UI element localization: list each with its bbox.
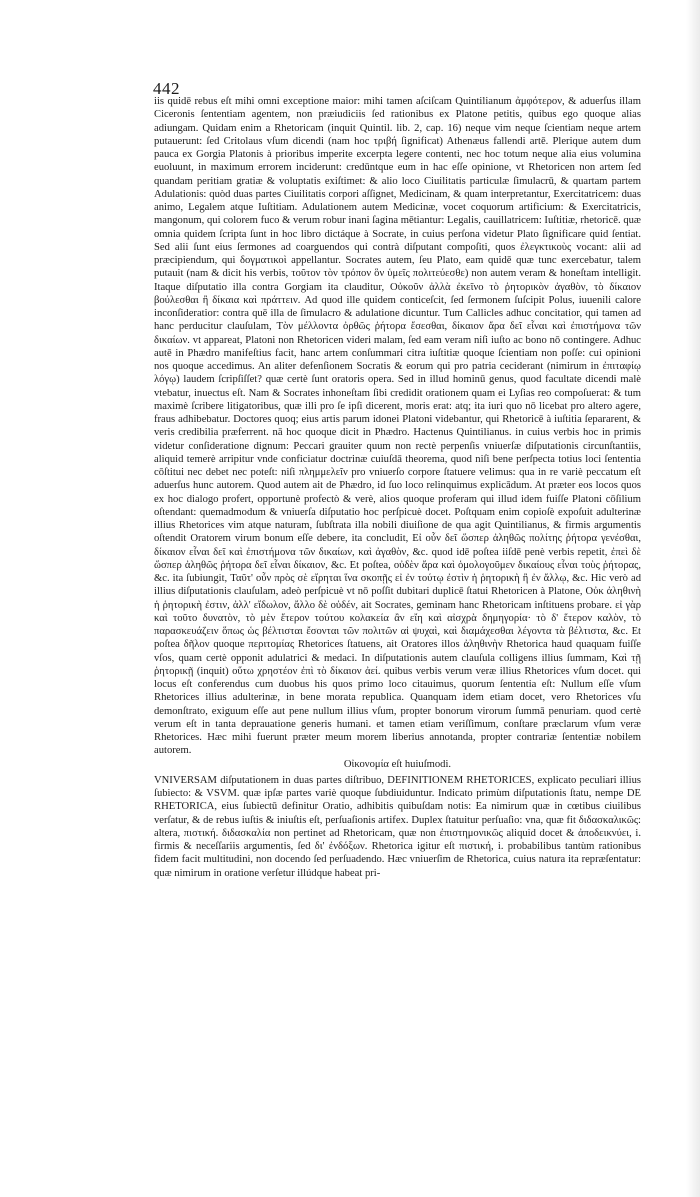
paragraph-commentary: iis quidē rebus eſt mihi omni exceptione maior: mihi tamen aſciſcam Quintilianum ἀμφότερον, & aduerſus illam Ciceronis ſententiam agentem, non præiudiciis ſed rationibus ex Platone petitis, quibus ego quoque alias adiungam. Quidam enim a Rhetoricam (inquit Quintil. lib. 2, cap. 16) neque vim neque ſcientiam neque artem putauerunt: ſed Critolaus vſum dicendi (nam hoc τριβή ſignificat) Athenæus fallendi artē. Plerique autem dum pauca ex Gorgia Platonis à prioribus imperite excerpta legere contenti, nec hoc totum neque alia eius volumina euoluunt, in maximum errorem inciderunt: credūntque eum in hac eſſe opinione, vt Rhetoricen non artem ſed quandam peritiam gratiæ & voluptatis exiſtimet: & alio loco Ciuilitatis particulæ ſimulacrū, & quartam partem Adulationis: quòd duas partes Ciuilitatis corpori aſſignet, Medicinam, & quam interpretantur, Exercitatricem: duas animo, Legalem atque Iuſtitiam. Adulationem autem Medicinæ, vocet coquorum artificium: & Exercitatricis, mangonum, qui colorem fuco & verum robur inani ſagina mētiantur: Legalis, cauillatricem: Iuſtitiæ, rhetoricē. quæ omnia quidem ſcripta ſunt in hoc libro dictáque à Socrate, in cuius perſona videtur Plato ſignificare quid ſentiat. Sed alii ſunt eius ſermones ad coarguendos qui contrà diſputant compoſiti, quos ἐλεγκτικοὺς vocant: alii ad præcipiendum, qui δογματικοὶ appellantur. Socrates autem, ſeu Plato, eam quidē quæ tunc exercebatur, talem putauit (nam & dicit his verbis, τοῦτον τὸν τρόπον ὃν ὑμεῖς πολιτεύεσθε) non autem veram & honeſtam intelligit. Itaque diſputatio illa contra Gorgiam ita clauditur, Οὐκοῦν ἀλλὰ ἐκεῖνο τὸ ῥητορικὸν ἀγαθὸν, τὸ δίκαιον βούλεσθαι ἢ δίκαια καὶ πράττειν. Ad quod ille quidem conticeſcit, ſed ſermonem ſuſcipit Polus, iuuenili calore inconſideratior: contra quē illa de ſimulacro & adulatione dicuntur. Tum Callicles adhuc concitatior, qui tamen ad hanc perducitur clauſulam, Τὸν μέλλοντα ὀρθῶς ῥήτορα ἔσεσθαι, δίκαιον ἄρα δεῖ εἶναι καὶ ἐπιστήμονα τῶν δικαίων. vt appareat, Platoni non Rhetoricen videri malam, ſed eam veram niſi iuſto ac bono nō contingere. Adhuc autē in Phædro manifeſtius facit, hanc artem conſummari citra iuſtitiæ quoque ſcientiam non poſſe: cui opinioni nos quoque accedimus. An aliter defenſionem Socratis & eorum qui pro patria ceciderant (nimirum in ἐπιταφίῳ λόγῳ) laudem ſcripſiſſet? quæ certè ſunt oratoris opera. Sed in illud hominū genus, quod facultate dicendi malè vtebatur, inuectus eſt. Nam & Socrates inhoneſtam ſibi credidit orationem quam ei Lyſias reo compoſuerat: & tum maximè ſcribere litigatoribus, quæ illi pro ſe ipſi dicerent, moris erat: atq; ita iuri quo nō licebat pro altero agere, fraus adhibebatur. Doctores quoq; eius artis parum idonei Platoni videbantur, qui Rhetoricē à iuſtitia ſepararent, & veris credibilia præferrent. nā hoc quoque dicit in Phædro. Hactenus Quintilianus. in cuius verbis hoc in primis videtur conſideratione dignum: Peccari grauiter quum non rectè perpenſis vniuerſæ diſputationis circunſtantiis, aliquid temerè arripitur vnde conficiatur doctrinæ cuiuſdā theorema, quod niſi bene perſpecta totius loci ſententia cōſtitui nec debet nec poteſt: niſi πλημμελεῖν pro vniuerſo corpore ſtatuere velimus: qua in re variè peccatum eſt aduerſus hunc autorem. Quod autem ait de Phædro, id ſuo loco relinquimus explicādum. At præter eos locos quos ex hoc dialogo profert, opportunè profectò & verè, alios quoque proferam qui illud idem fuiſſe Platoni cōſilium oſtendant: quemadmodum & vniuerſa diſputatio hoc perſpicuè docet. Poſtquam enim copioſè expoſuit adulterinæ illius Rhetorices vim atque naturam, ſubſtrata illa nobili diuiſione de qua agit Quintilianus, & firmis argumentis oſtendit Oratorem virum bonum eſſe debere, ita concludit, Εἰ οὖν δεῖ ὥσπερ ἀληθῶς πολίτης ῥήτορα γενέσθαι, δίκαιον εἶναι δεῖ καὶ ἐπιστήμονα τῶν δικαίων, καὶ ἀγαθὸν, &c. quod idē poſtea iiſdē penè verbis repetit, ἐπεὶ δὲ ὥσπερ ἀληθῶς ῥήτορα δεῖ εἶναι δίκαιον, &c. Et poſtea, οὐδὲν ἄρα καὶ ὁμολογοῦμεν δικαίους εἶναι τοὺς ῥήτορας, &c. ita ſubiungit, Ταῦτ' οὖν πρὸς σὲ εἴρηται ἵνα σκοπῇς εἰ ἐν τούτῳ ἐστὶν ἡ ῥητορικὴ ἢ ἐν ἄλλῳ, &c. Hic verò ad illius diſputationis clauſulam, adeò perſpicuè vt nō poſſit dubitari duplicē ſtatui Rhetoricen à Platone, Οὐκ ἀληθινὴ ἡ ῥητορικὴ ἐστιν, ἀλλ' εἴδωλον, ἄλλο δὲ οὐδέν, ait Socrates, geminam hanc Rhetoricam inſtituens probare. εἰ γὰρ καὶ τοῦτο δυνατὸν, τὸ μὲν ἕτερον τούτου κολακεία ἂν εἴη καὶ αἰσχρὰ δημηγορία· τὸ δ' ἕτερον καλὸν, τὸ παρασκευάζειν ὅπως ὡς βέλτισται ἔσονται τῶν πολιτῶν αἱ ψυχαὶ, καὶ διαμάχεσθαι λέγοντα τὰ βέλτιστα, &c. Et poſtea δῆλον quoque περιτομίας Rhetorices ſtatuens, ait Oratores illos ἀληθινὴν Rhetorica haud quaquam fuiſſe vſos, quam certè opponit adulatrici & medaci. In diſputationis autem clauſula colligens illius ſummam, Καὶ τῇ ῥητορικῇ (inquit) οὕτω χρηστέον ἐπὶ τὸ δίκαιον ἀεί. quibus verbis verum veræ illius Rhetorices vſum docet. qui locus eſt conferendus cum duobus his quos primo loco citauimus, quorum ſententia eſt: Nullum eſſe vſum Rhetorices illius adulterinæ, in bene morata republica. Quanquam idem etiam docet, vero Rhetorices vſu demonſtrato, exiguum eſſe aut pene nullum illius vſum, propter bonorum virorum ſummā penuriam. quod certè verum eſt in tanta deprauatione generis humani. et tamen etiam veriſſimum, conſtare præclarum vſum veræ Rhetorices. Hæc mihi fuerunt præter meum morem liberius annotanda, propter contrariæ ſententiæ nobilem autorem.	[154, 96, 641, 757]
paragraph-analysis: VNIVERSAM diſputationem in duas partes diſtribuo, DEFINITIONEM RHETORICES, explicato peculiari illius ſubiecto: & VSVM. quæ ipſæ partes variè quoque ſubdiuiduntur. Indicato primùm diſputationis ſtatu, nempe DE RHETORICA, eius ſubiectū definitur Oratio, adhibitis quibuſdam notis: Ea nimirum quæ in cœtibus ciuilibus verſatur, & de rebus iuſtis & iniuſtis eſt, perſuaſionis artifex. Duplex ſtatuitur perſuaſio: vna, quæ fit διδασκαλικῶς: altera, πιστική. διδασκαλία non pertinet ad Rhetoricam, quæ non ἐπιστημονικῶς aliquid docet & ἀποδεικνύει, i. firmis & neceſſariis argumentis, ſed δι' ἐνδόξων. Rhetorica igitur eſt πιστική, i. probabilibus tantùm rationibus fidem facit multitudini, non docendo ſed perſuadendo. Hæc vniuerſim de Rhetorica, cuius natura ita repræſentatur: quæ nimirum in oratione verſetur illúdque habeat pri-	[154, 774, 641, 879]
section-mark: Οἰκονομία eſt huiuſmodi.	[343, 758, 452, 770]
page-edge-shadow	[686, 0, 700, 1197]
body-text	[154, 95, 641, 880]
page-number: 442	[153, 79, 180, 98]
